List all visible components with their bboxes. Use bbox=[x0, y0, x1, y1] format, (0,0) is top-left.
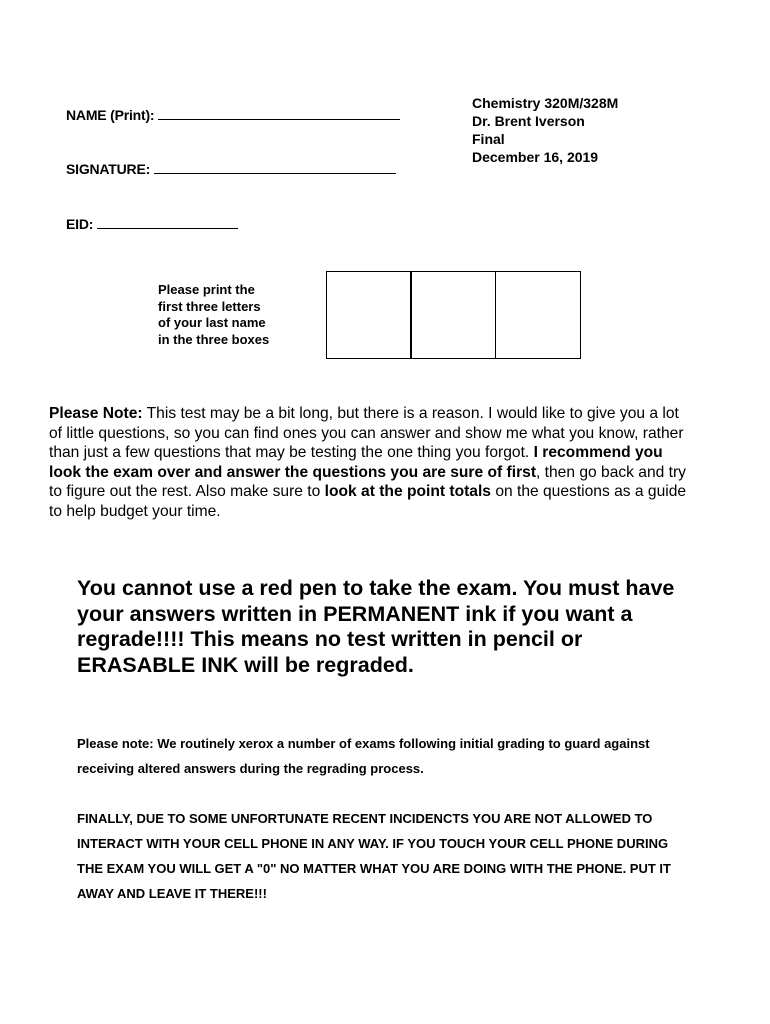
box-instructions-line: Please print the bbox=[158, 282, 255, 297]
cell-phone-note: FINALLY, DUE TO SOME UNFORTUNATE RECENT INCIDENCTS YOU ARE NOT ALLOWED TO INTERACT WITH YOUR CELL PHONE IN ANY WAY. IF YOU TOUCH YOUR CELL PHONE DURING THE EXAM YOU WILL GET A "0" NO MATTER WHAT YOU ARE DOING WITH THE PHONE. PUT IT AWAY AND LEAVE IT THERE!!! bbox=[77, 811, 671, 901]
letter-box-3[interactable] bbox=[495, 271, 581, 359]
note-lead: Please Note: bbox=[49, 405, 143, 422]
eid-input-line[interactable] bbox=[97, 216, 238, 229]
course-info bbox=[472, 94, 618, 166]
instructor: Dr. Brent Iverson bbox=[472, 113, 585, 129]
name-label: NAME (Print): bbox=[66, 107, 155, 123]
signature-label: SIGNATURE: bbox=[66, 161, 151, 177]
eid-field[interactable] bbox=[66, 216, 238, 232]
note-text: , then go back and try to figure out the rest. Also make sure to bbox=[49, 463, 686, 501]
box-instructions-line: first three letters bbox=[158, 298, 261, 314]
signature-input-line[interactable] bbox=[154, 161, 396, 174]
box-instructions-line: of your last name bbox=[158, 315, 266, 330]
note-text: This test may be a bit long, but there is a reason. I would like to give you a lot of little questions, so you can find ones you can answer and show me what you know, rather than just a few questions that may be testing the one thing you forgot. bbox=[49, 405, 684, 462]
exam-date: December 16, 2019 bbox=[472, 149, 599, 165]
xerox-note: Please note: We routinely xerox a number of exams following initial grading to guard against receiving altered answers during the regrading process. bbox=[77, 736, 650, 776]
last-name-boxes bbox=[327, 271, 581, 359]
letter-box-2[interactable] bbox=[410, 271, 496, 359]
box-instructions-line: in the three boxes bbox=[158, 331, 270, 347]
note-emphasis: I recommend you look the exam over and answer the questions you are sure of first bbox=[49, 444, 663, 481]
name-input-line[interactable] bbox=[158, 107, 400, 120]
please-note-paragraph bbox=[49, 404, 689, 522]
box-instructions bbox=[158, 282, 269, 348]
ink-warning: You cannot use a red pen to take the exam. You must have your answers written in PERMANENT ink if you want a regrade!!!! This means no test written in pencil or ERASABLE INK will be regraded. bbox=[77, 576, 675, 677]
letter-box-1[interactable] bbox=[326, 271, 412, 359]
eid-label: EID: bbox=[66, 216, 94, 232]
exam-type: Final bbox=[472, 131, 505, 147]
signature-field[interactable] bbox=[66, 161, 396, 177]
note-emphasis: look at the point totals bbox=[324, 483, 491, 501]
name-field[interactable] bbox=[66, 107, 400, 123]
course-title: Chemistry 320M/328M bbox=[472, 95, 619, 111]
note-text: on the questions as a guide to help budget your time. bbox=[49, 483, 687, 520]
